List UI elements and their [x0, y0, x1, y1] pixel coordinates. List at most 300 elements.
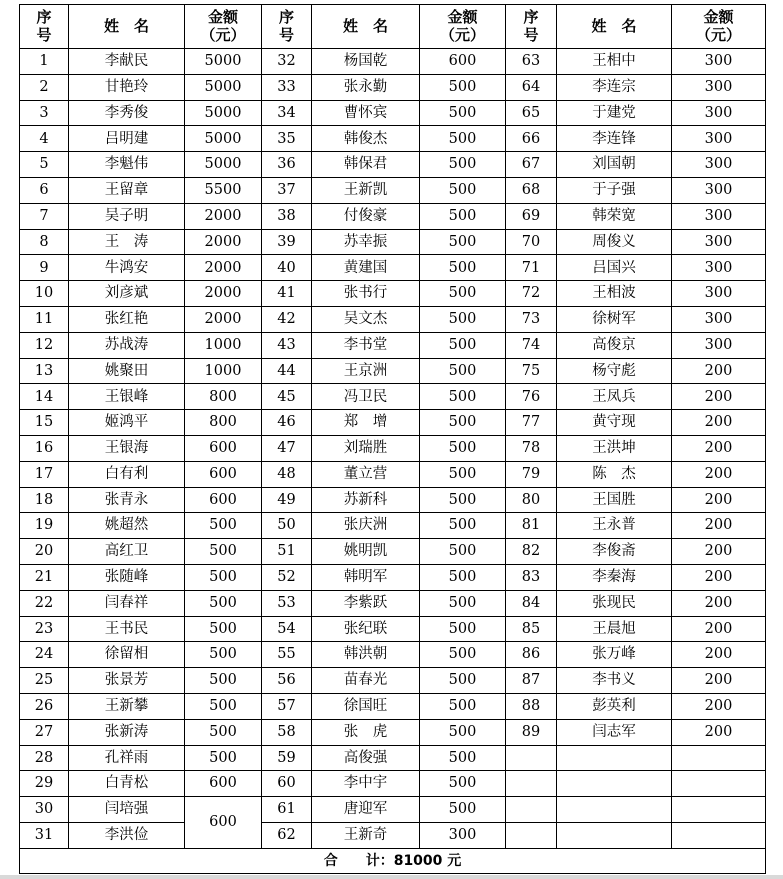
cell-seq: 69: [506, 203, 557, 229]
cell-seq: 74: [506, 332, 557, 358]
cell-amount: [672, 797, 766, 823]
table-row: [20, 719, 766, 745]
cell-seq: [506, 745, 557, 771]
cell-amount: 500: [420, 74, 506, 100]
cell-seq: 56: [262, 668, 312, 694]
cell-name: 姚超然: [69, 513, 185, 539]
cell-name: 王新攀: [69, 693, 185, 719]
header-seq-1: 序 号: [20, 5, 69, 49]
cell-name: 刘国朝: [557, 152, 672, 178]
header-amount-3: 金额 （元）: [672, 5, 766, 49]
cell-seq: 86: [506, 642, 557, 668]
cell-seq: 20: [20, 539, 69, 565]
cell-name: 徐树军: [557, 306, 672, 332]
table-row: [20, 410, 766, 436]
cell-amount: 800: [185, 410, 262, 436]
cell-amount: 500: [420, 358, 506, 384]
cell-amount: 600: [185, 435, 262, 461]
table-row: [20, 771, 766, 797]
cell-amount: 300: [672, 255, 766, 281]
cell-seq: 64: [506, 74, 557, 100]
cell-name: 曹怀宾: [312, 100, 420, 126]
header-name-3: 姓 名: [557, 5, 672, 49]
cell-amount: 500: [185, 668, 262, 694]
cell-name: 于建党: [557, 100, 672, 126]
cell-seq: 88: [506, 693, 557, 719]
header-seq-3: 序 号: [506, 5, 557, 49]
cell-seq: 50: [262, 513, 312, 539]
cell-seq: 24: [20, 642, 69, 668]
cell-name: 王 涛: [69, 229, 185, 255]
cell-seq: 46: [262, 410, 312, 436]
cell-name: 王新奇: [312, 822, 420, 848]
cell-name: 闫培强: [69, 797, 185, 823]
table-row: [20, 255, 766, 281]
cell-name: 孔祥雨: [69, 745, 185, 771]
table-row: [20, 126, 766, 152]
cell-name: 李中宇: [312, 771, 420, 797]
table-header: [20, 5, 766, 49]
table-row: [20, 100, 766, 126]
cell-seq: 61: [262, 797, 312, 823]
cell-amount: 300: [672, 203, 766, 229]
cell-seq: 89: [506, 719, 557, 745]
cell-amount: 800: [185, 384, 262, 410]
cell-name: 闫志军: [557, 719, 672, 745]
cell-name: 唐迎军: [312, 797, 420, 823]
cell-amount: 500: [420, 642, 506, 668]
cell-amount: 2000: [185, 255, 262, 281]
cell-amount: 300: [672, 100, 766, 126]
cell-seq: 3: [20, 100, 69, 126]
cell-amount: 500: [420, 255, 506, 281]
cell-amount: 300: [672, 306, 766, 332]
cell-name: 牛鸿安: [69, 255, 185, 281]
cell-name: 王洪坤: [557, 435, 672, 461]
cell-seq: 52: [262, 564, 312, 590]
cell-seq: 13: [20, 358, 69, 384]
table-row: [20, 177, 766, 203]
cell-name: 白青松: [69, 771, 185, 797]
cell-name: 王晨旭: [557, 616, 672, 642]
cell-amount: 500: [420, 461, 506, 487]
header-amount-1: 金额 （元）: [185, 5, 262, 49]
cell-seq: 87: [506, 668, 557, 694]
cell-amount: 300: [672, 281, 766, 307]
cell-name: 韩明军: [312, 564, 420, 590]
cell-amount: 500: [185, 513, 262, 539]
cell-amount: 500: [420, 177, 506, 203]
cell-seq: 45: [262, 384, 312, 410]
cell-amount: 500: [420, 668, 506, 694]
cell-amount: 500: [420, 281, 506, 307]
header-amount-2: 金额 （元）: [420, 5, 506, 49]
cell-amount: 500: [420, 100, 506, 126]
table-row: [20, 306, 766, 332]
cell-seq: 41: [262, 281, 312, 307]
cell-seq: 79: [506, 461, 557, 487]
table-row: [20, 642, 766, 668]
cell-name: 白有利: [69, 461, 185, 487]
cell-name: 黄建国: [312, 255, 420, 281]
cell-amount: 500: [185, 693, 262, 719]
cell-amount: 200: [672, 642, 766, 668]
cell-name: 李书堂: [312, 332, 420, 358]
cell-amount: 2000: [185, 229, 262, 255]
table-row: [20, 539, 766, 565]
cell-amount: 300: [672, 126, 766, 152]
cell-name: 李连锋: [557, 126, 672, 152]
cell-amount: 500: [420, 693, 506, 719]
cell-seq: 82: [506, 539, 557, 565]
cell-amount: 200: [672, 410, 766, 436]
cell-name: 冯卫民: [312, 384, 420, 410]
header-name-1: 姓 名: [69, 5, 185, 49]
cell-name: 吴子明: [69, 203, 185, 229]
cell-seq: 49: [262, 487, 312, 513]
cell-seq: 84: [506, 590, 557, 616]
cell-name: 王银海: [69, 435, 185, 461]
cell-amount: 500: [420, 435, 506, 461]
cell-name: 董立营: [312, 461, 420, 487]
cell-name: 张红艳: [69, 306, 185, 332]
cell-name: 韩俊杰: [312, 126, 420, 152]
cell-amount: 200: [672, 487, 766, 513]
cell-amount: 5000: [185, 152, 262, 178]
cell-seq: 78: [506, 435, 557, 461]
cell-amount: 200: [672, 435, 766, 461]
cell-seq: 9: [20, 255, 69, 281]
cell-amount: 200: [672, 668, 766, 694]
table-row: [20, 281, 766, 307]
cell-name: 李秦海: [557, 564, 672, 590]
cell-name: 黄守现: [557, 410, 672, 436]
bottom-rule: [0, 875, 783, 879]
cell-seq: 18: [20, 487, 69, 513]
cell-name: 姬鸿平: [69, 410, 185, 436]
cell-amount: 200: [672, 384, 766, 410]
cell-amount: 300: [672, 229, 766, 255]
cell-seq: 70: [506, 229, 557, 255]
cell-amount: 200: [672, 564, 766, 590]
cell-seq: 37: [262, 177, 312, 203]
cell-name: 付俊豪: [312, 203, 420, 229]
cell-amount: 500: [420, 229, 506, 255]
cell-seq: 44: [262, 358, 312, 384]
cell-name: 王书民: [69, 616, 185, 642]
cell-amount: 1000: [185, 332, 262, 358]
cell-seq: 29: [20, 771, 69, 797]
cell-seq: 58: [262, 719, 312, 745]
cell-seq: 8: [20, 229, 69, 255]
table-row: [20, 564, 766, 590]
cell-name: 王国胜: [557, 487, 672, 513]
cell-name: 闫春祥: [69, 590, 185, 616]
cell-seq: 27: [20, 719, 69, 745]
cell-amount: 500: [185, 590, 262, 616]
cell-amount: 300: [672, 152, 766, 178]
cell-seq: 5: [20, 152, 69, 178]
cell-name: 王银峰: [69, 384, 185, 410]
cell-amount: 500: [420, 384, 506, 410]
cell-amount: 200: [672, 461, 766, 487]
cell-seq: [506, 822, 557, 848]
cell-seq: 25: [20, 668, 69, 694]
cell-amount: 500: [420, 616, 506, 642]
cell-seq: 14: [20, 384, 69, 410]
cell-seq: 57: [262, 693, 312, 719]
cell-amount: 2000: [185, 306, 262, 332]
donation-table: [19, 4, 766, 874]
cell-amount: 600: [185, 487, 262, 513]
table-row: [20, 590, 766, 616]
cell-amount: 5000: [185, 74, 262, 100]
cell-amount: 500: [420, 203, 506, 229]
cell-name: 吕明建: [69, 126, 185, 152]
cell-seq: 71: [506, 255, 557, 281]
cell-name: 王相波: [557, 281, 672, 307]
cell-name: 周俊义: [557, 229, 672, 255]
cell-amount: 500: [420, 539, 506, 565]
table-row: [20, 487, 766, 513]
cell-seq: 36: [262, 152, 312, 178]
cell-seq: 7: [20, 203, 69, 229]
cell-seq: 1: [20, 49, 69, 75]
cell-amount: 300: [672, 49, 766, 75]
cell-seq: 48: [262, 461, 312, 487]
cell-name: 王凤兵: [557, 384, 672, 410]
cell-amount: 500: [420, 513, 506, 539]
cell-amount: 500: [420, 590, 506, 616]
cell-amount: 200: [672, 590, 766, 616]
cell-seq: 12: [20, 332, 69, 358]
cell-name: 徐留相: [69, 642, 185, 668]
cell-amount: 600: [185, 461, 262, 487]
cell-amount: 500: [185, 564, 262, 590]
cell-name: 李魁伟: [69, 152, 185, 178]
cell-name: 李连宗: [557, 74, 672, 100]
cell-amount: 200: [672, 539, 766, 565]
cell-seq: 63: [506, 49, 557, 75]
cell-seq: 47: [262, 435, 312, 461]
cell-seq: 85: [506, 616, 557, 642]
cell-name: 李书义: [557, 668, 672, 694]
cell-amount: 500: [420, 410, 506, 436]
cell-name: 张青永: [69, 487, 185, 513]
cell-seq: 15: [20, 410, 69, 436]
cell-amount: 500: [420, 564, 506, 590]
cell-amount: 500: [185, 642, 262, 668]
cell-amount: 500: [185, 745, 262, 771]
cell-amount: 600: [185, 797, 262, 849]
cell-seq: 4: [20, 126, 69, 152]
cell-name: [557, 771, 672, 797]
cell-amount: 500: [420, 306, 506, 332]
cell-name: 徐国旺: [312, 693, 420, 719]
cell-name: 姚明凯: [312, 539, 420, 565]
cell-amount: [672, 771, 766, 797]
cell-amount: [672, 822, 766, 848]
table-row: [20, 332, 766, 358]
cell-seq: 43: [262, 332, 312, 358]
cell-amount: 5000: [185, 49, 262, 75]
cell-amount: 1000: [185, 358, 262, 384]
cell-amount: 500: [420, 126, 506, 152]
cell-name: 张景芳: [69, 668, 185, 694]
cell-name: 王京洲: [312, 358, 420, 384]
table-row: [20, 229, 766, 255]
table-row: [20, 693, 766, 719]
cell-seq: 31: [20, 822, 69, 848]
cell-amount: 500: [420, 797, 506, 823]
cell-seq: 53: [262, 590, 312, 616]
cell-amount: 500: [420, 487, 506, 513]
cell-amount: 300: [672, 74, 766, 100]
table-row: [20, 745, 766, 771]
cell-seq: 75: [506, 358, 557, 384]
cell-seq: [506, 771, 557, 797]
cell-seq: 11: [20, 306, 69, 332]
cell-name: 苏幸振: [312, 229, 420, 255]
cell-amount: 600: [185, 771, 262, 797]
cell-amount: 300: [420, 822, 506, 848]
cell-amount: 500: [185, 719, 262, 745]
cell-seq: 55: [262, 642, 312, 668]
cell-seq: 39: [262, 229, 312, 255]
table-row: [20, 513, 766, 539]
cell-seq: 83: [506, 564, 557, 590]
table-row: [20, 461, 766, 487]
cell-amount: 5000: [185, 126, 262, 152]
cell-amount: 5000: [185, 100, 262, 126]
table-body: [20, 49, 766, 849]
cell-name: 高红卫: [69, 539, 185, 565]
cell-amount: 500: [185, 616, 262, 642]
cell-amount: 200: [672, 513, 766, 539]
cell-name: 苏战涛: [69, 332, 185, 358]
table-row: [20, 797, 766, 823]
table-footer: [20, 848, 766, 873]
cell-seq: 38: [262, 203, 312, 229]
cell-seq: 62: [262, 822, 312, 848]
cell-seq: 77: [506, 410, 557, 436]
table-row: [20, 358, 766, 384]
cell-amount: 500: [420, 745, 506, 771]
cell-seq: 68: [506, 177, 557, 203]
cell-name: [557, 745, 672, 771]
cell-name: 张 虎: [312, 719, 420, 745]
cell-seq: 40: [262, 255, 312, 281]
header-name-2: 姓 名: [312, 5, 420, 49]
cell-amount: 200: [672, 358, 766, 384]
cell-seq: 30: [20, 797, 69, 823]
cell-seq: 33: [262, 74, 312, 100]
cell-name: 郑 增: [312, 410, 420, 436]
cell-name: 彭英利: [557, 693, 672, 719]
cell-name: 张书行: [312, 281, 420, 307]
cell-name: 陈 杰: [557, 461, 672, 487]
table-row: [20, 384, 766, 410]
cell-name: 王永普: [557, 513, 672, 539]
cell-seq: 60: [262, 771, 312, 797]
table-row: [20, 668, 766, 694]
cell-amount: 500: [420, 152, 506, 178]
cell-name: 王新凯: [312, 177, 420, 203]
cell-name: 刘瑞胜: [312, 435, 420, 461]
cell-amount: 2000: [185, 203, 262, 229]
cell-seq: 42: [262, 306, 312, 332]
cell-name: 姚聚田: [69, 358, 185, 384]
cell-seq: 51: [262, 539, 312, 565]
cell-seq: 34: [262, 100, 312, 126]
table-row: [20, 49, 766, 75]
cell-seq: [506, 797, 557, 823]
cell-seq: 80: [506, 487, 557, 513]
table-row: [20, 616, 766, 642]
cell-name: 吕国兴: [557, 255, 672, 281]
cell-name: 苏新科: [312, 487, 420, 513]
cell-amount: 5500: [185, 177, 262, 203]
cell-name: 李俊斋: [557, 539, 672, 565]
cell-seq: 66: [506, 126, 557, 152]
cell-seq: 2: [20, 74, 69, 100]
cell-amount: 500: [420, 771, 506, 797]
cell-name: [557, 822, 672, 848]
cell-name: 刘彦斌: [69, 281, 185, 307]
table-row: [20, 152, 766, 178]
cell-name: 李献民: [69, 49, 185, 75]
cell-seq: 65: [506, 100, 557, 126]
cell-name: 吴文杰: [312, 306, 420, 332]
cell-name: 张永勤: [312, 74, 420, 100]
cell-seq: 17: [20, 461, 69, 487]
cell-seq: 28: [20, 745, 69, 771]
cell-seq: 16: [20, 435, 69, 461]
cell-name: 张万峰: [557, 642, 672, 668]
cell-seq: 73: [506, 306, 557, 332]
cell-name: 高俊京: [557, 332, 672, 358]
cell-name: 韩保君: [312, 152, 420, 178]
total-row: 合 计：81000 元: [20, 848, 766, 873]
cell-seq: 76: [506, 384, 557, 410]
table-row: [20, 74, 766, 100]
cell-seq: 6: [20, 177, 69, 203]
cell-amount: 200: [672, 693, 766, 719]
cell-name: 杨守彪: [557, 358, 672, 384]
cell-name: 张庆洲: [312, 513, 420, 539]
cell-amount: 2000: [185, 281, 262, 307]
cell-amount: [672, 745, 766, 771]
cell-seq: 54: [262, 616, 312, 642]
cell-name: 张纪联: [312, 616, 420, 642]
cell-name: 王留章: [69, 177, 185, 203]
cell-name: 苗春光: [312, 668, 420, 694]
cell-seq: 21: [20, 564, 69, 590]
cell-name: 张随峰: [69, 564, 185, 590]
cell-name: 韩洪朝: [312, 642, 420, 668]
cell-seq: 67: [506, 152, 557, 178]
header-seq-2: 序 号: [262, 5, 312, 49]
cell-amount: 300: [672, 177, 766, 203]
cell-name: 李洪俭: [69, 822, 185, 848]
cell-amount: 500: [185, 539, 262, 565]
cell-name: 李秀俊: [69, 100, 185, 126]
cell-amount: 300: [672, 332, 766, 358]
cell-seq: 26: [20, 693, 69, 719]
cell-seq: 72: [506, 281, 557, 307]
cell-name: 王相中: [557, 49, 672, 75]
cell-seq: 19: [20, 513, 69, 539]
